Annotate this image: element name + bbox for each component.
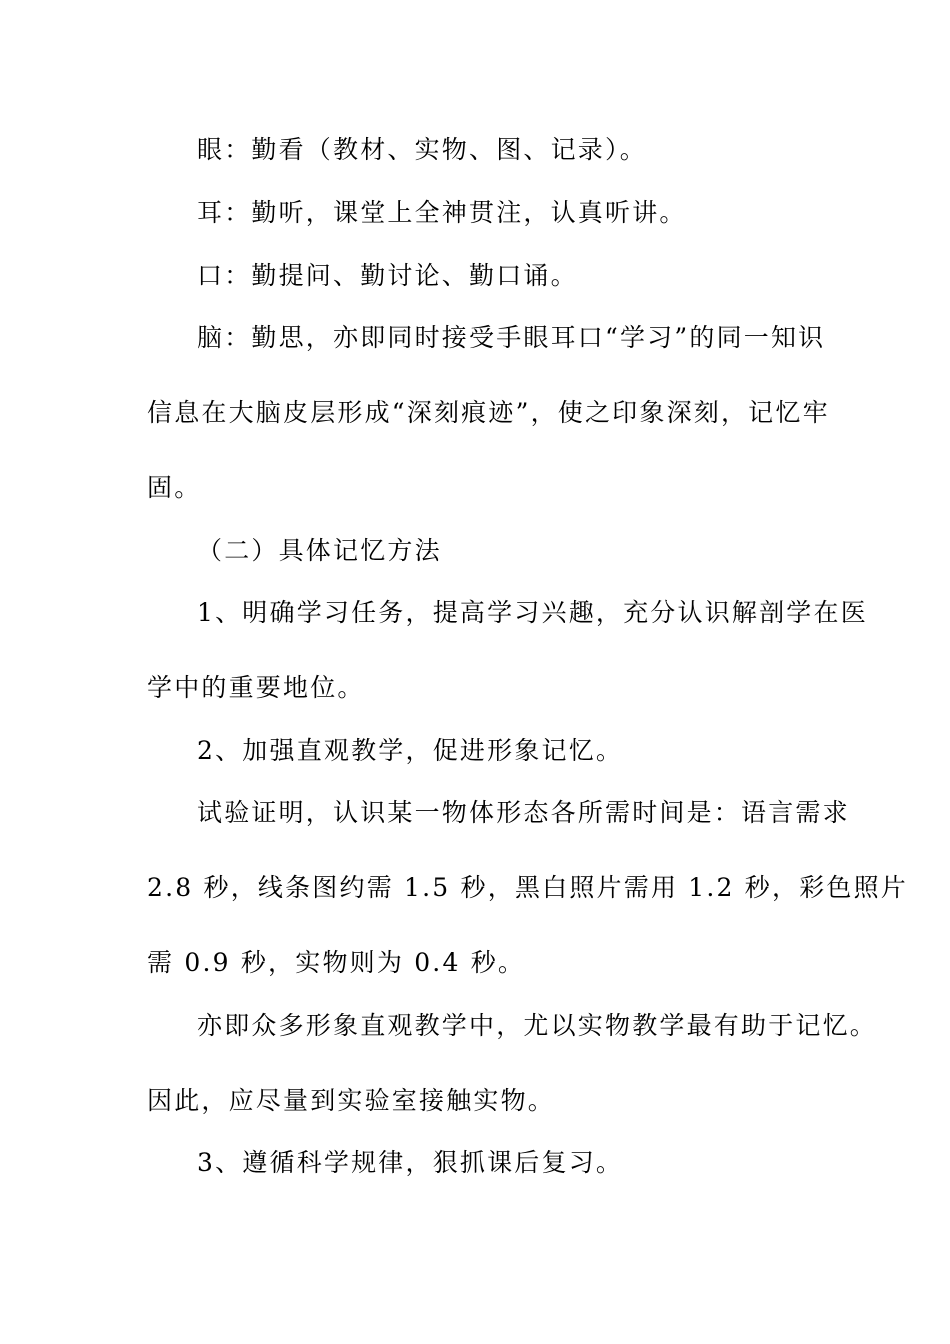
paragraph-conclusion-line-1: 亦即众多形象直观教学中，尤以实物教学最有助于记忆。 <box>197 1011 878 1040</box>
paragraph-brain-line-1: 脑：勤思，亦即同时接受手眼耳口“学习”的同一知识 <box>197 323 826 352</box>
paragraph-item-1-line-2: 学中的重要地位。 <box>147 673 365 702</box>
paragraph-conclusion-line-2: 因此，应尽量到实验室接触实物。 <box>147 1086 556 1115</box>
paragraph-experiment-line-1: 试验证明，认识某一物体形态各所需时间是：语言需求 <box>197 798 850 827</box>
paragraph-experiment-line-3: 需 0.9 秒，实物则为 0.4 秒。 <box>147 948 526 977</box>
paragraph-ear: 耳：勤听，课堂上全神贯注，认真听讲。 <box>197 198 687 227</box>
paragraph-brain-line-2: 信息在大脑皮层形成“深刻痕迹”，使之印象深刻，记忆牢 <box>147 398 830 427</box>
section-heading: （二）具体记忆方法 <box>197 536 442 565</box>
paragraph-brain-line-3: 固。 <box>147 473 202 502</box>
paragraph-item-3: 3、遵循科学规律，狠抓课后复习。 <box>197 1148 624 1177</box>
paragraph-item-2: 2、加强直观教学，促进形象记忆。 <box>197 736 624 765</box>
paragraph-mouth: 口：勤提问、勤讨论、勤口诵。 <box>197 261 578 290</box>
paragraph-item-1-line-1: 1、明确学习任务，提高学习兴趣，充分认识解剖学在医 <box>197 598 868 627</box>
paragraph-experiment-line-2: 2.8 秒，线条图约需 1.5 秒，黑白照片需用 1.2 秒，彩色照片 <box>147 873 909 902</box>
paragraph-eye: 眼：勤看（教材、实物、图、记录）。 <box>197 135 647 164</box>
